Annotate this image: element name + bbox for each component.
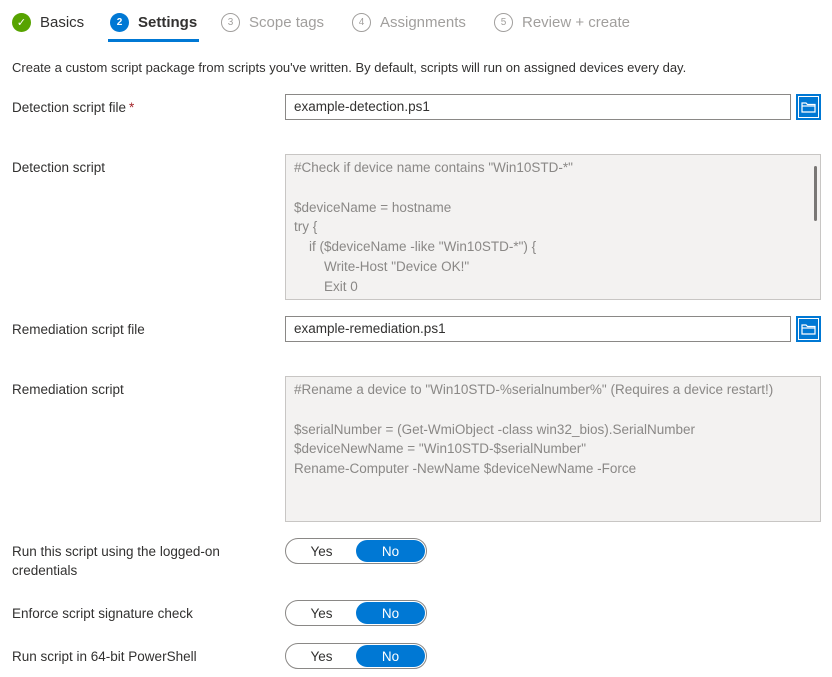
logged-on-label: Run this script using the logged-on credentials [12,544,220,578]
code-line: $serialNumber = (Get-WmiObject -class win32_bios).SerialNumber [294,421,695,437]
logged-on-no-option[interactable]: No [356,540,425,562]
step-number-2: 2 [110,13,129,32]
remediation-file-input[interactable]: example-remediation.ps1 [285,316,791,342]
code-line [294,178,812,198]
code-line: Write-Host "Device OK!" [294,258,470,274]
tab-assignments-label: Assignments [380,13,466,31]
tab-basics[interactable] [12,0,84,44]
tab-scope-tags[interactable] [221,0,324,44]
folder-icon [801,101,816,113]
code-line: #Rename a device to "Win10STD-%serialnumber%" (Requires a device restart!) [294,382,774,397]
powershell64-no-option[interactable]: No [356,645,425,667]
code-line [294,400,812,420]
tab-settings[interactable] [110,0,197,44]
detection-file-label-text: Detection script file [12,100,127,115]
signature-no-option[interactable]: No [356,602,425,624]
signature-check-label: Enforce script signature check [12,606,193,621]
code-line: Rename-Computer -NewName $deviceNewName -Force [294,461,637,477]
detection-script-box[interactable] [285,154,821,300]
scrollbar-thumb[interactable] [814,166,817,221]
code-line: Exit 0 [294,278,358,294]
tab-basics-label: Basics [40,13,85,31]
detection-file-input[interactable]: example-detection.ps1 [285,94,791,120]
code-line: try { [294,219,318,235]
detection-browse-button[interactable] [796,94,821,120]
remediation-script-label: Remediation script [12,382,124,397]
tab-review-create-label: Review + create [522,13,630,31]
step-number-5: 5 [494,13,513,32]
required-marker: * [129,100,135,115]
detection-script-label: Detection script [12,160,106,175]
tab-scope-tags-label: Scope tags [249,13,325,31]
tab-settings-label: Settings [138,13,198,31]
remediation-script-box[interactable] [285,376,821,522]
code-line: if ($deviceName -like "Win10STD-*") { [294,239,537,255]
powershell64-label: Run script in 64-bit PowerShell [12,649,197,664]
tab-assignments[interactable] [352,0,466,44]
page-description: Create a custom script package from scripts you've written. By default, scripts will run on assigned devices every day. [12,60,687,75]
step-number-3: 3 [221,13,240,32]
signature-yes-option[interactable]: Yes [310,605,333,621]
powershell64-yes-option[interactable]: Yes [310,648,333,664]
detection-file-label [12,98,134,117]
code-line: $deviceNewName = "Win10STD-$serialNumber" [294,441,587,457]
step-number-4: 4 [352,13,371,32]
powershell64-toggle [285,643,427,669]
code-line: #Check if device name contains "Win10STD-*" [294,160,573,175]
remediation-browse-button[interactable] [796,316,821,342]
wizard-steps [12,0,832,44]
checkmark-icon: ✓ [12,13,31,32]
logged-on-toggle [285,538,427,564]
remediation-file-label: Remediation script file [12,322,145,337]
code-line: $deviceName = hostname [294,199,452,215]
tab-review-create[interactable] [494,0,630,44]
logged-on-yes-option[interactable]: Yes [310,543,333,559]
signature-check-toggle [285,600,427,626]
folder-icon [801,323,816,335]
